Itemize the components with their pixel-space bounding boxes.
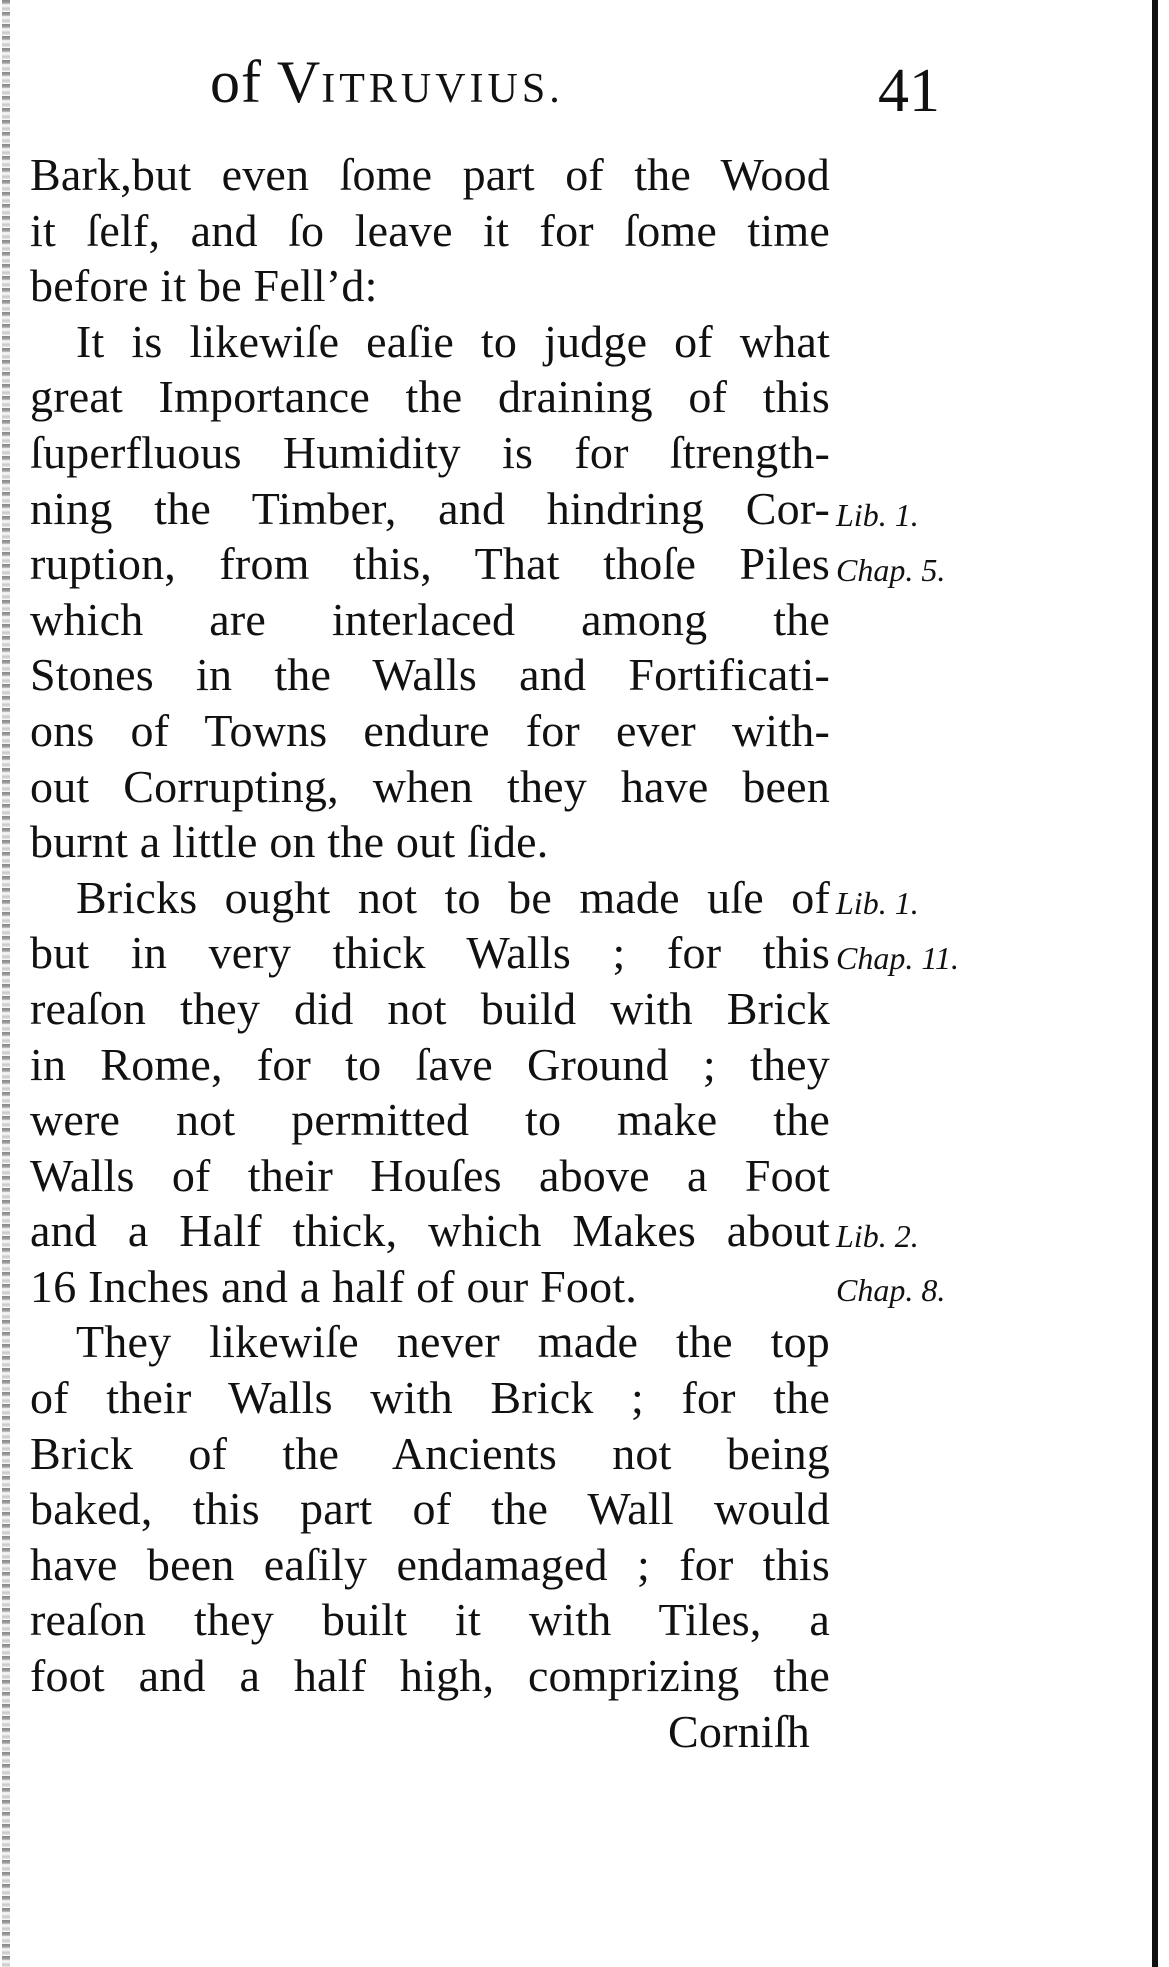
margin-note-chap: Chap. 5. [836, 552, 946, 588]
text-line: ſuperfluous Humidity is for ſtrength- [30, 426, 830, 478]
catchword: Corniſh [668, 1705, 810, 1757]
text-line: but in very thick Walls ; for this [30, 927, 830, 979]
page-right-border [1152, 0, 1158, 1967]
text-line: Brick of the Ancients not being [30, 1427, 830, 1479]
text-line: burnt a little on the out ſide. [30, 816, 549, 868]
running-head-prefix: of V [210, 49, 322, 115]
text-line: out Corrupting, when they have been [30, 760, 830, 812]
text-line: have been eaſily endamaged ; for this [30, 1538, 830, 1590]
text-line: and a Half thick, which Makes about [30, 1205, 830, 1257]
text-line: foot and a half high, comprizing the [30, 1650, 830, 1702]
text-line: Stones in the Walls and Fortificati- [30, 649, 830, 701]
text-line: Bark,but even ſome part of the Wood [30, 149, 830, 200]
text-line: reaſon they did not build with Brick [30, 982, 830, 1034]
text-line: They likewiſe never made the top [76, 1316, 830, 1368]
page-number: 41 [878, 57, 940, 125]
text-line: reaſon they built it with Tiles, a [30, 1594, 830, 1646]
text-line: which are interlaced among the [30, 593, 830, 645]
text-line: ons of Towns endure for ever with- [30, 704, 830, 756]
text-line: great Importance the draining of this [30, 371, 830, 423]
text-line: 16 Inches and a half of our Foot. [30, 1260, 638, 1312]
text-line: before it be Fell’d: [30, 260, 378, 312]
page-gutter-edge [2, 0, 10, 1967]
margin-note-lib: Lib. 1. [836, 497, 919, 533]
margin-note-lib: Lib. 2. [836, 1218, 919, 1254]
margin-note-lib: Lib. 1. [836, 885, 919, 921]
running-head [210, 48, 564, 117]
text-line: Walls of their Houſes above a Foot [30, 1149, 830, 1201]
text-line: it ſelf, and ſo leave it for ſome time [30, 204, 830, 256]
running-head-rest: ITRUVIUS. [321, 66, 564, 112]
margin-note-chap: Chap. 11. [836, 940, 959, 976]
text-line: of their Walls with Brick ; for the [30, 1372, 830, 1424]
text-line: Bricks ought not to be made uſe of [76, 871, 830, 923]
margin-note-chap: Chap. 8. [836, 1272, 946, 1308]
text-line: It is likewiſe eaſie to judge of what [76, 315, 830, 367]
text-line: were not permitted to make the [30, 1094, 830, 1146]
text-line: baked, this part of the Wall would [30, 1483, 830, 1535]
text-line: ning the Timber, and hindring Cor- [30, 482, 830, 534]
text-line: in Rome, for to ſave Ground ; they [30, 1038, 830, 1090]
body-text [30, 147, 830, 1759]
text-line: ruption, from this, That thoſe Piles [30, 538, 830, 590]
